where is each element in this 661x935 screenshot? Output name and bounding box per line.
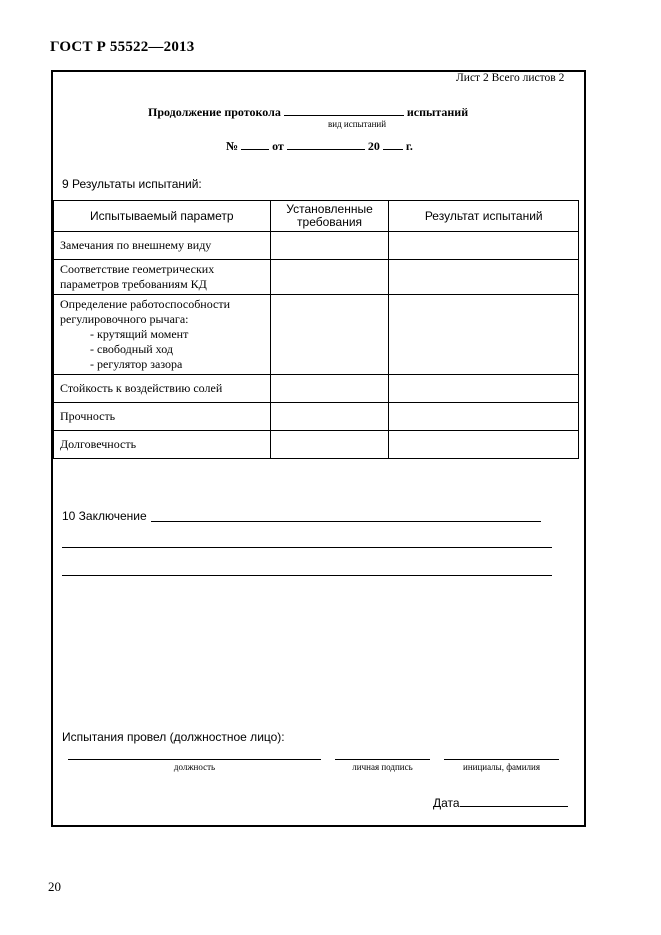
subitem-gap-adjuster: - регулятор зазора [90,357,183,371]
table-row [54,260,579,295]
conclusion-line-1[interactable] [151,521,541,522]
conclusion-line-3[interactable] [62,575,552,576]
date-from-label: от [272,139,284,153]
protocol-title-start: Продолжение протокола [148,105,281,119]
position-caption: должность [173,762,216,772]
conclusion-line-2[interactable] [62,547,552,548]
subitem-free-travel: - свободный ход [90,342,173,356]
param-cell: Соответствие геометрических параметров требованиям КД [54,260,271,295]
test-type-caption: вид испытаний [328,119,387,129]
protocol-number-line [226,137,413,154]
requirements-cell[interactable] [270,260,389,295]
column-header-results: Результат испытаний [389,201,579,232]
result-cell[interactable] [389,375,579,403]
name-caption: инициалы, фамилия [463,762,540,772]
section-10-title: 10 Заключение [62,509,147,523]
result-cell[interactable] [389,431,579,459]
requirements-cell[interactable] [270,431,389,459]
subitem-torque: - крутящий момент [90,327,189,341]
document-standard-code: ГОСТ Р 55522—2013 [50,39,195,55]
number-sign: № [226,139,239,153]
param-cell: Прочность [54,403,271,431]
requirements-cell[interactable] [270,295,389,375]
date-label: Дата [433,796,460,810]
param-text: Определение работоспособности регулировочного рычага: [60,297,231,326]
result-cell[interactable] [389,403,579,431]
table-header-row [54,201,579,232]
signature-caption: личная подпись [352,762,413,772]
test-type-field[interactable] [284,103,404,116]
table-row [54,295,579,375]
protocol-number-field[interactable] [241,137,269,150]
param-cell: Замечания по внешнему виду [54,232,271,260]
results-table [53,200,579,459]
protocol-title [148,103,468,120]
column-header-requirements: Установленные требования [270,201,389,232]
name-field[interactable] [444,759,559,760]
result-cell[interactable] [389,232,579,260]
protocol-title-end: испытаний [406,105,469,119]
section-9-title: 9 Результаты испытаний: [62,177,202,191]
table-row [54,403,579,431]
table-row [54,431,579,459]
date-field[interactable] [460,794,568,807]
table-row [54,232,579,260]
column-header-parameter: Испытываемый параметр [54,201,271,232]
result-cell[interactable] [389,295,579,375]
param-cell [54,295,271,375]
sheet-info: Лист 2 Всего листов 2 [456,72,565,84]
table-row [54,375,579,403]
requirements-cell[interactable] [270,375,389,403]
year-suffix: г. [405,139,413,153]
page-number: 20 [48,879,61,894]
protocol-date-field[interactable] [287,137,365,150]
param-cell: Долговечность [54,431,271,459]
result-cell[interactable] [389,260,579,295]
protocol-year-field[interactable] [383,137,403,150]
date-line [433,794,568,810]
signed-by-label: Испытания провел (должностное лицо): [62,730,285,744]
position-field[interactable] [68,759,321,760]
requirements-cell[interactable] [270,232,389,260]
requirements-cell[interactable] [270,403,389,431]
signature-field[interactable] [335,759,430,760]
year-prefix: 20 [367,139,380,153]
param-cell: Стойкость к воздействию солей [54,375,271,403]
